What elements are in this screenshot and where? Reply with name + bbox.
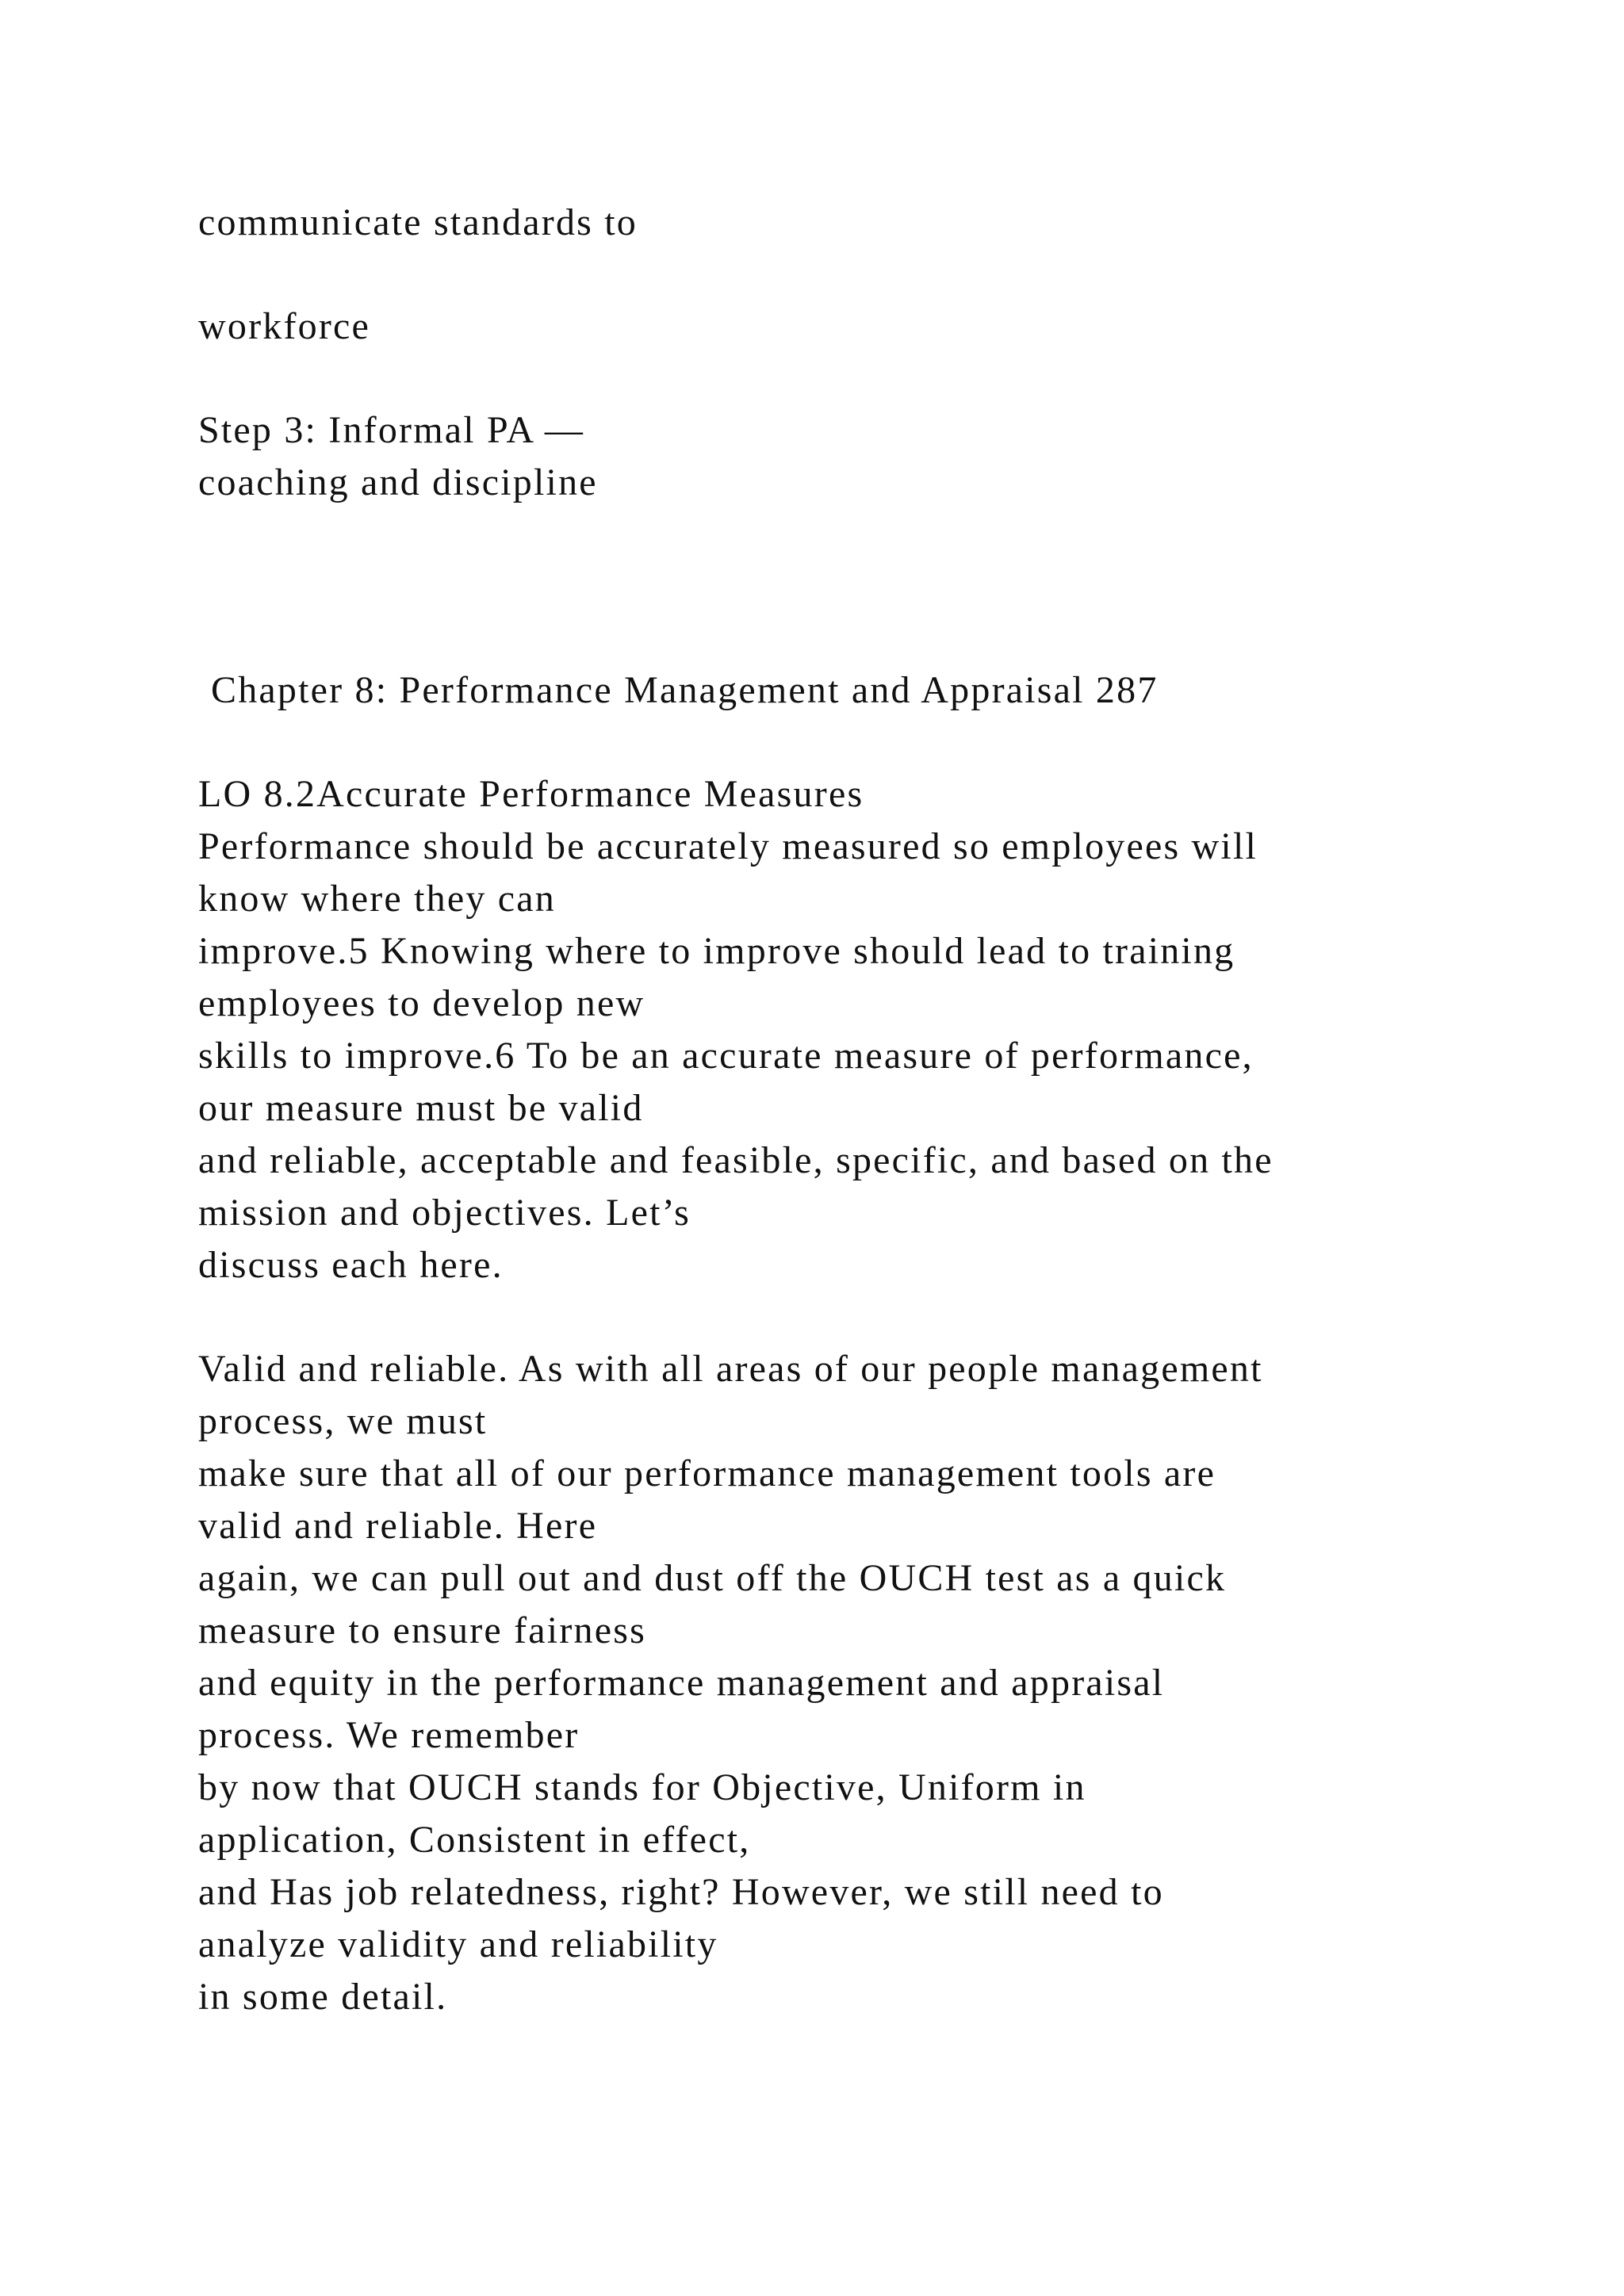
document-page	[198, 197, 1546, 2023]
text-line: application, Consistent in effect,	[198, 1819, 751, 1861]
paragraph-gap	[198, 353, 1546, 404]
text-line: in some detail.	[198, 1976, 448, 2018]
text-line: process, we must	[198, 1400, 488, 1442]
section-gap	[198, 509, 1546, 664]
text-line: process. We remember	[198, 1714, 580, 1756]
text-line: Step 3: Informal PA —	[198, 409, 585, 451]
text-line: valid and reliable. Here	[198, 1505, 598, 1547]
text-line: mission and objectives. Let’s	[198, 1192, 691, 1234]
paragraph-gap	[198, 1292, 1546, 1343]
text-line: employees to develop new	[198, 982, 645, 1024]
text-line: improve.5 Knowing where to improve should lead to training	[198, 930, 1235, 972]
text-line: by now that OUCH stands for Objective, Uniform in	[198, 1766, 1086, 1808]
text-line: analyze validity and reliability	[198, 1923, 718, 1965]
text-line: know where they can	[198, 878, 556, 920]
section-heading: LO 8.2Accurate Performance Measures	[198, 773, 864, 815]
text-line: and Has job relatedness, right? However, we still need to	[198, 1871, 1164, 1913]
text-line: and reliable, acceptable and feasible, specific, and based on the	[198, 1139, 1274, 1181]
text-line: skills to improve.6 To be an accurate measure of performance,	[198, 1035, 1254, 1077]
text-line: workforce	[198, 305, 371, 347]
text-line: communicate standards to	[198, 201, 638, 243]
paragraph-gap	[198, 717, 1546, 768]
text-line: measure to ensure fairness	[198, 1609, 646, 1651]
text-line: make sure that all of our performance management tools are	[198, 1452, 1216, 1494]
text-line: our measure must be valid	[198, 1087, 644, 1129]
text-line: discuss each here.	[198, 1244, 504, 1286]
chapter-header: Chapter 8: Performance Management and Appraisal 287	[211, 669, 1159, 711]
text-line: Performance should be accurately measured so employees will	[198, 825, 1258, 867]
text-line: coaching and discipline	[198, 461, 598, 503]
text-line: Valid and reliable. As with all areas of our people management	[198, 1348, 1263, 1390]
text-line: again, we can pull out and dust off the OUCH test as a quick	[198, 1557, 1227, 1599]
paragraph-gap	[198, 249, 1546, 300]
text-line: and equity in the performance management and appraisal	[198, 1662, 1165, 1704]
